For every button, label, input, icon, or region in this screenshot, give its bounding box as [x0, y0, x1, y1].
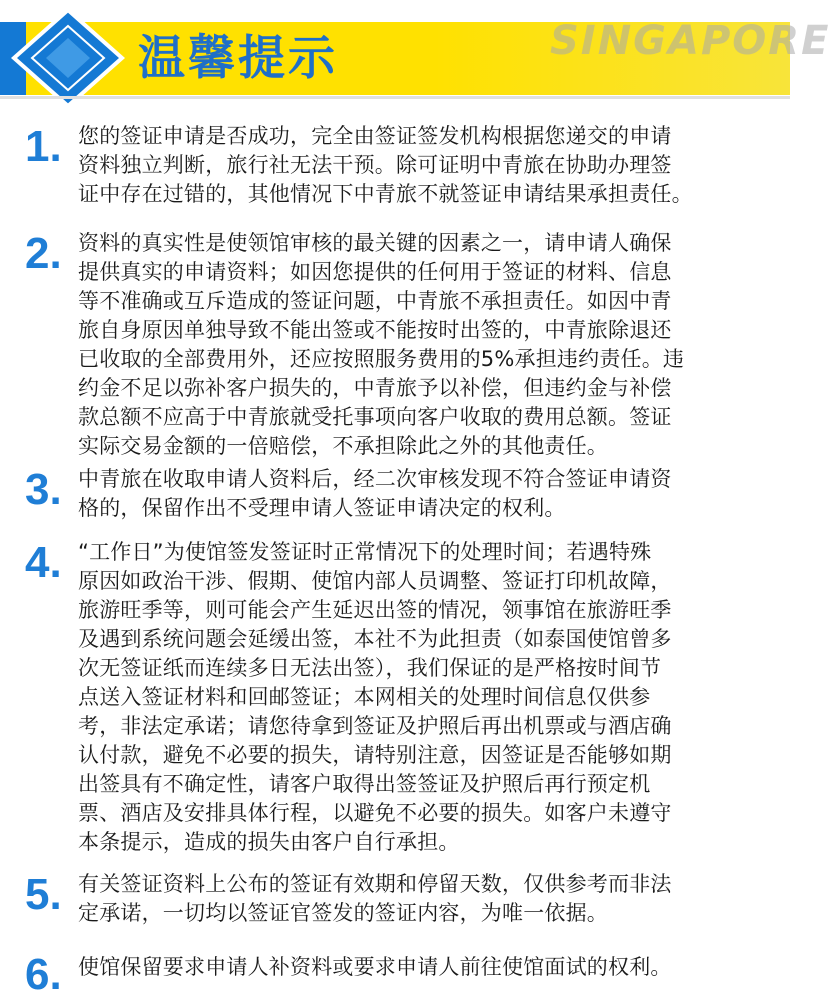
header-banner: [0, 0, 830, 110]
notice-number: 1.: [25, 122, 62, 171]
notice-text: 资料的真实性是使领馆审核的最关键的因素之一，请申请人确保 提供真实的申请资料；如因您提供的任何用于签证的材料、信息 等不准确或互斥造成的签证问题，中青旅不承担责任。如因中青 旅自身原因单独导致不能出签或不能按时出签的，中青旅除退还 已收取的全部费用外，还应按照服务费用的5%承担违约责任。违 约金不足以弥补客户损失的，中青旅予以补偿，但违约金与补偿 款总额不应高于中青旅就受托事项向客户收取的费用总额。签证 实际交易金额的一倍赔偿，不承担除此之外的其他责任。: [78, 231, 685, 458]
header-divider: [0, 96, 790, 99]
notice-text: 有关签证资料上公布的签证有效期和停留天数，仅供参考而非法 定承诺，一切均以签证官签发的签证内容，为唯一依据。: [78, 872, 672, 925]
notice-text: 您的签证申请是否成功，完全由签证签发机构根据您递交的申请 资料独立判断，旅行社无法干预。除可证明中青旅在协助办理签 证中存在过错的，其他情况下中青旅不就签证申请结果承担责任。: [78, 124, 693, 206]
notice-text: “工作日”为使馆签发签证时正常情况下的处理时间；若遇特殊 原因如政治干涉、假期、使馆内部人员调整、签证打印机故障， 旅游旺季等，则可能会产生延迟出签的情况，领事馆在旅游旺季 及遇到系统问题会延缓出签，本社不为此担责（如泰国使馆曾多 次无签证纸而连续多日无法出签），我们保证的是严格按时间节 点送入签证材料和回邮签证；本网相关的处理时间信息仅供参 考，非法定承诺；请您待拿到签证及护照后再出机票或与酒店确 认付款，避免不必要的损失，请特别注意，因签证是否能够如期 出签具有不确定性，请客户取得出签签证及护照后再行预定机 票、酒店及安排具体行程，以避免不必要的损失。如客户未遵守 本条提示，造成的损失由客户自行承担。: [78, 540, 672, 854]
page-title: 温馨提示: [138, 31, 338, 86]
notice-number: 2.: [25, 229, 62, 278]
notice-number: 4.: [25, 538, 62, 587]
header-watermark: SINGAPORE: [550, 18, 830, 64]
notice-text: 中青旅在收取申请人资料后，经二次审核发现不符合签证申请资 格的，保留作出不受理申请人签证申请决定的权利。: [78, 467, 672, 520]
notice-number: 5.: [25, 870, 62, 919]
diamond-logo-icon: [0, 0, 140, 110]
notice-text: 使馆保留要求申请人补资料或要求申请人前往使馆面试的权利。: [78, 955, 672, 979]
notice-number: 6.: [25, 950, 62, 999]
notice-number: 3.: [25, 465, 62, 514]
